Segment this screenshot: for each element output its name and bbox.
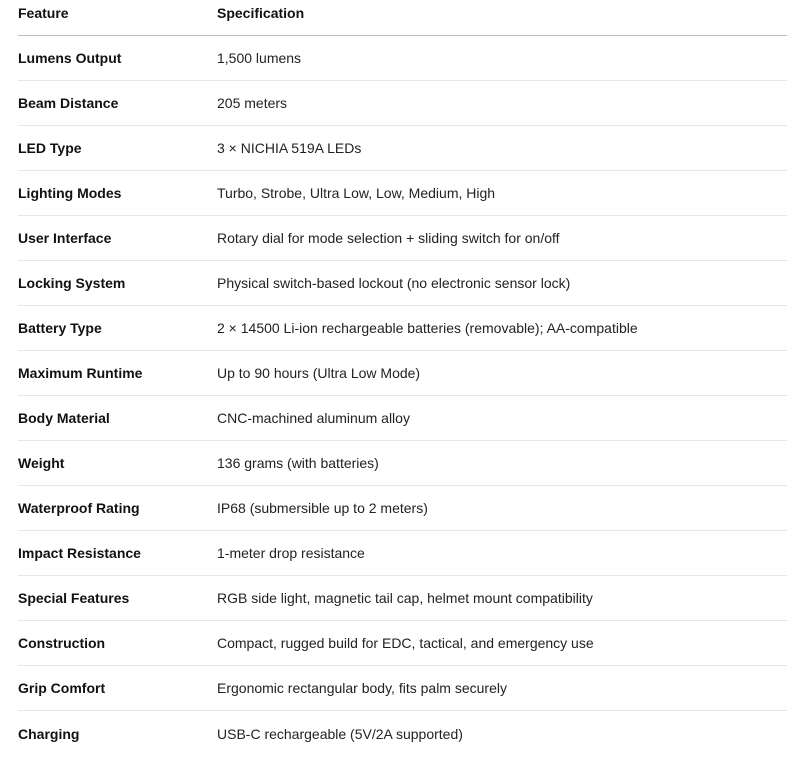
feature-cell: Grip Comfort [18, 680, 106, 696]
feature-cell: Locking System [18, 275, 126, 291]
table-row [18, 171, 787, 216]
table-row [18, 666, 787, 711]
feature-cell: Construction [18, 635, 106, 651]
spec-cell: 205 meters [217, 95, 288, 111]
feature-cell: Battery Type [18, 320, 102, 336]
table-row [18, 126, 787, 171]
spec-cell: Turbo, Strobe, Ultra Low, Low, Medium, High [217, 185, 496, 201]
table-row [18, 351, 787, 396]
feature-cell: Weight [18, 455, 65, 471]
spec-cell: 3 × NICHIA 519A LEDs [217, 140, 362, 156]
spec-cell: Physical switch-based lockout (no electronic sensor lock) [217, 275, 571, 291]
spec-table [18, 0, 787, 756]
table-row [18, 36, 787, 81]
spec-cell: 1-meter drop resistance [217, 545, 365, 561]
spec-cell: Up to 90 hours (Ultra Low Mode) [217, 365, 421, 381]
table-row [18, 81, 787, 126]
table-row [18, 711, 787, 756]
spec-cell: 1,500 lumens [217, 50, 302, 66]
feature-cell: Charging [18, 725, 80, 742]
header-feature: Feature [18, 5, 69, 21]
table-row [18, 261, 787, 306]
feature-cell: Impact Resistance [18, 545, 141, 561]
feature-cell: LED Type [18, 140, 82, 156]
spec-cell: Ergonomic rectangular body, fits palm securely [217, 680, 507, 696]
feature-cell: Maximum Runtime [18, 365, 143, 381]
spec-cell: IP68 (submersible up to 2 meters) [217, 500, 428, 516]
table-row [18, 621, 787, 666]
table-row [18, 531, 787, 576]
spec-cell: CNC-machined aluminum alloy [217, 410, 410, 426]
spec-cell: USB-C rechargeable (5V/2A supported) [217, 725, 463, 742]
feature-cell: Beam Distance [18, 95, 119, 111]
spec-cell: RGB side light, magnetic tail cap, helmet mount compatibility [217, 590, 593, 606]
feature-cell: Lighting Modes [18, 185, 122, 201]
spec-cell: Rotary dial for mode selection + sliding switch for on/off [217, 230, 560, 246]
table-header-row [18, 0, 787, 36]
feature-cell: Special Features [18, 590, 130, 606]
feature-cell: Lumens Output [18, 50, 122, 66]
table-row [18, 576, 787, 621]
header-specification: Specification [217, 5, 305, 21]
feature-cell: Body Material [18, 410, 110, 426]
feature-cell: Waterproof Rating [18, 500, 140, 516]
table-row [18, 441, 787, 486]
spec-cell: 136 grams (with batteries) [217, 455, 379, 471]
spec-cell: 2 × 14500 Li-ion rechargeable batteries (removable); AA-compatible [217, 320, 638, 336]
table-row [18, 396, 787, 441]
feature-cell: User Interface [18, 230, 112, 246]
table-row [18, 486, 787, 531]
table-row [18, 216, 787, 261]
table-row [18, 306, 787, 351]
spec-cell: Compact, rugged build for EDC, tactical, and emergency use [217, 635, 594, 651]
